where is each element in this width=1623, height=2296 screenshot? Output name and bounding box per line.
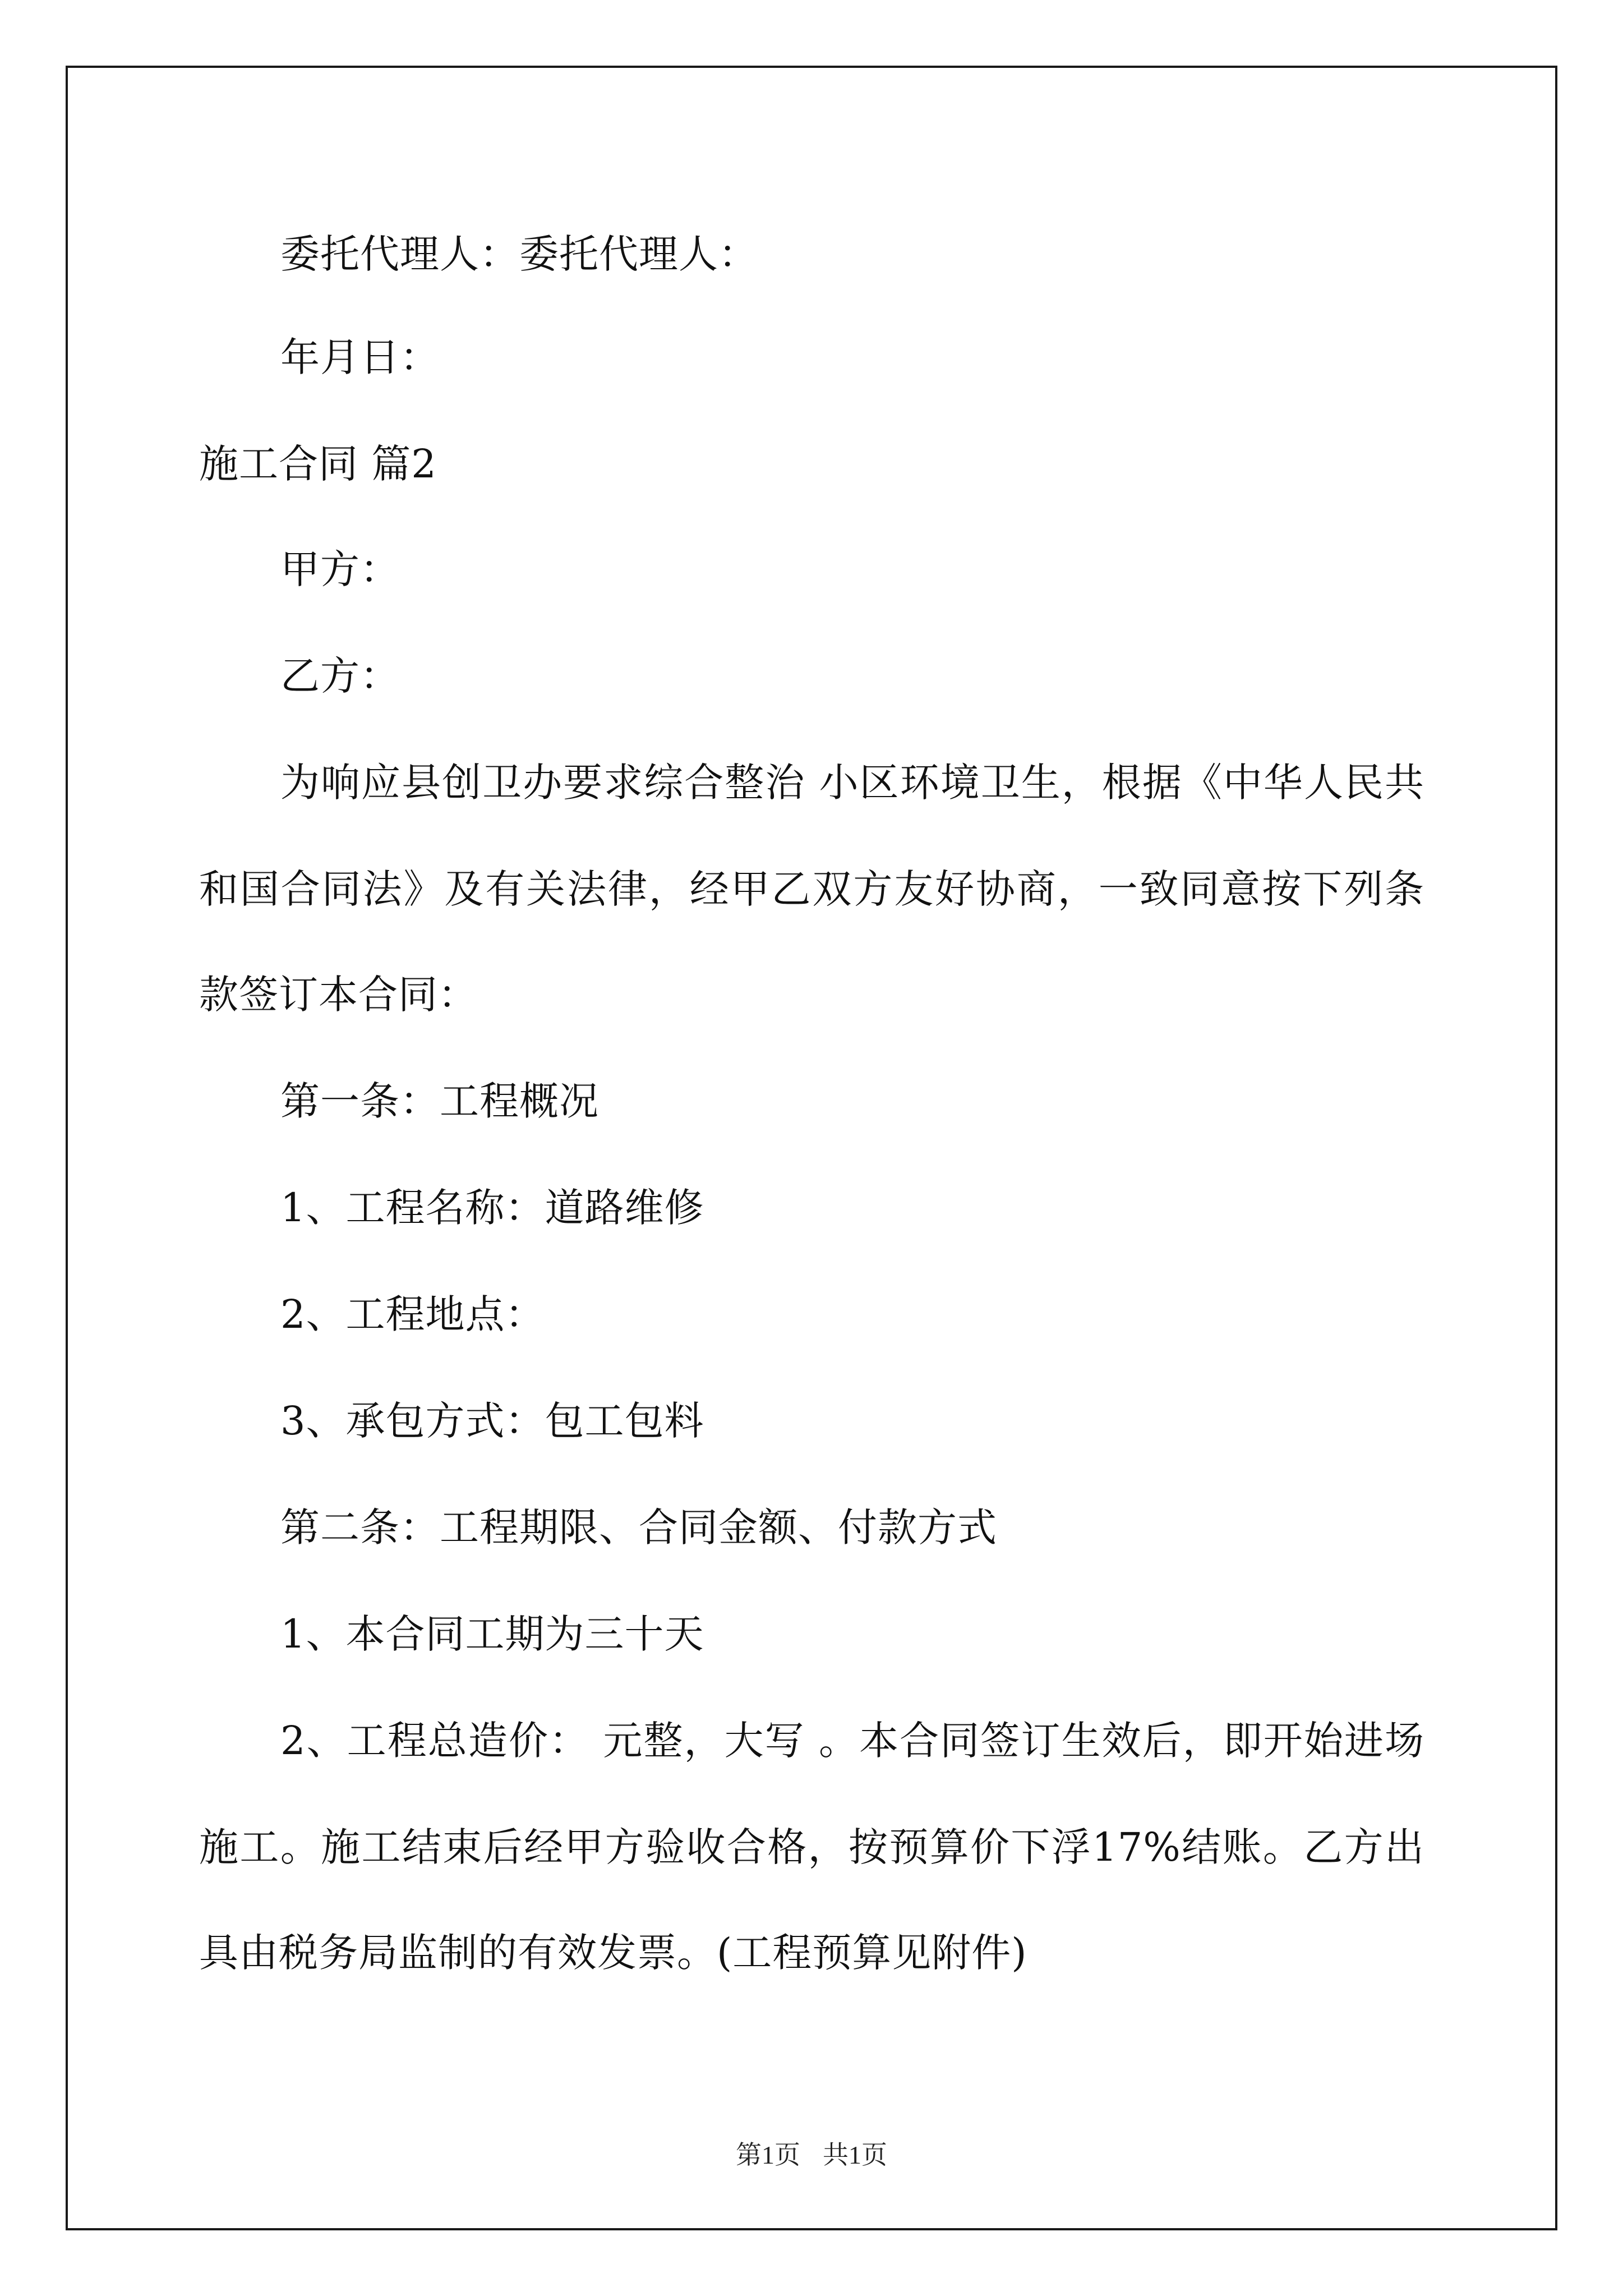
page-total: 共1页 — [823, 2141, 887, 2169]
article-heading: 第二条：工程期限、合同金额、付款方式 — [280, 1504, 997, 1550]
paragraph-line: 2、工程总造价： 元整，大写 。本合同签订生效后，即开始进场 — [280, 1718, 1424, 1764]
list-item: 3、承包方式：包工包料 — [280, 1398, 704, 1444]
paragraph-line: 为响应县创卫办要求综合整治 小区环境卫生，根据《中华人民共 — [280, 760, 1424, 806]
paragraph-line: 款签订本合同： — [199, 972, 478, 1018]
section-heading: 施工合同 篇2 — [199, 441, 437, 487]
page-number: 第1页 — [736, 2141, 800, 2169]
article-heading: 第一条：工程概况 — [280, 1078, 599, 1124]
agent-signature-line: 委托代理人：委托代理人： — [280, 231, 758, 277]
page-border — [66, 66, 1557, 2230]
list-item: 1、工程名称：道路维修 — [280, 1185, 704, 1231]
page-footer — [0, 2138, 1623, 2172]
list-item: 2、工程地点： — [280, 1291, 545, 1337]
party-a-line: 甲方： — [280, 546, 400, 592]
paragraph-line: 具由税务局监制的有效发票。(工程预算见附件) — [199, 1930, 1027, 1976]
paragraph-line: 和国合同法》及有关法律，经甲乙双方友好协商，一致同意按下列条 — [199, 866, 1424, 912]
date-line: 年月日： — [280, 334, 440, 380]
list-item: 1、本合同工期为三十天 — [280, 1611, 704, 1657]
paragraph-line: 施工。施工结束后经甲方验收合格，按预算价下浮17%结账。乙方出 — [199, 1824, 1424, 1870]
party-b-line: 乙方： — [280, 653, 400, 699]
